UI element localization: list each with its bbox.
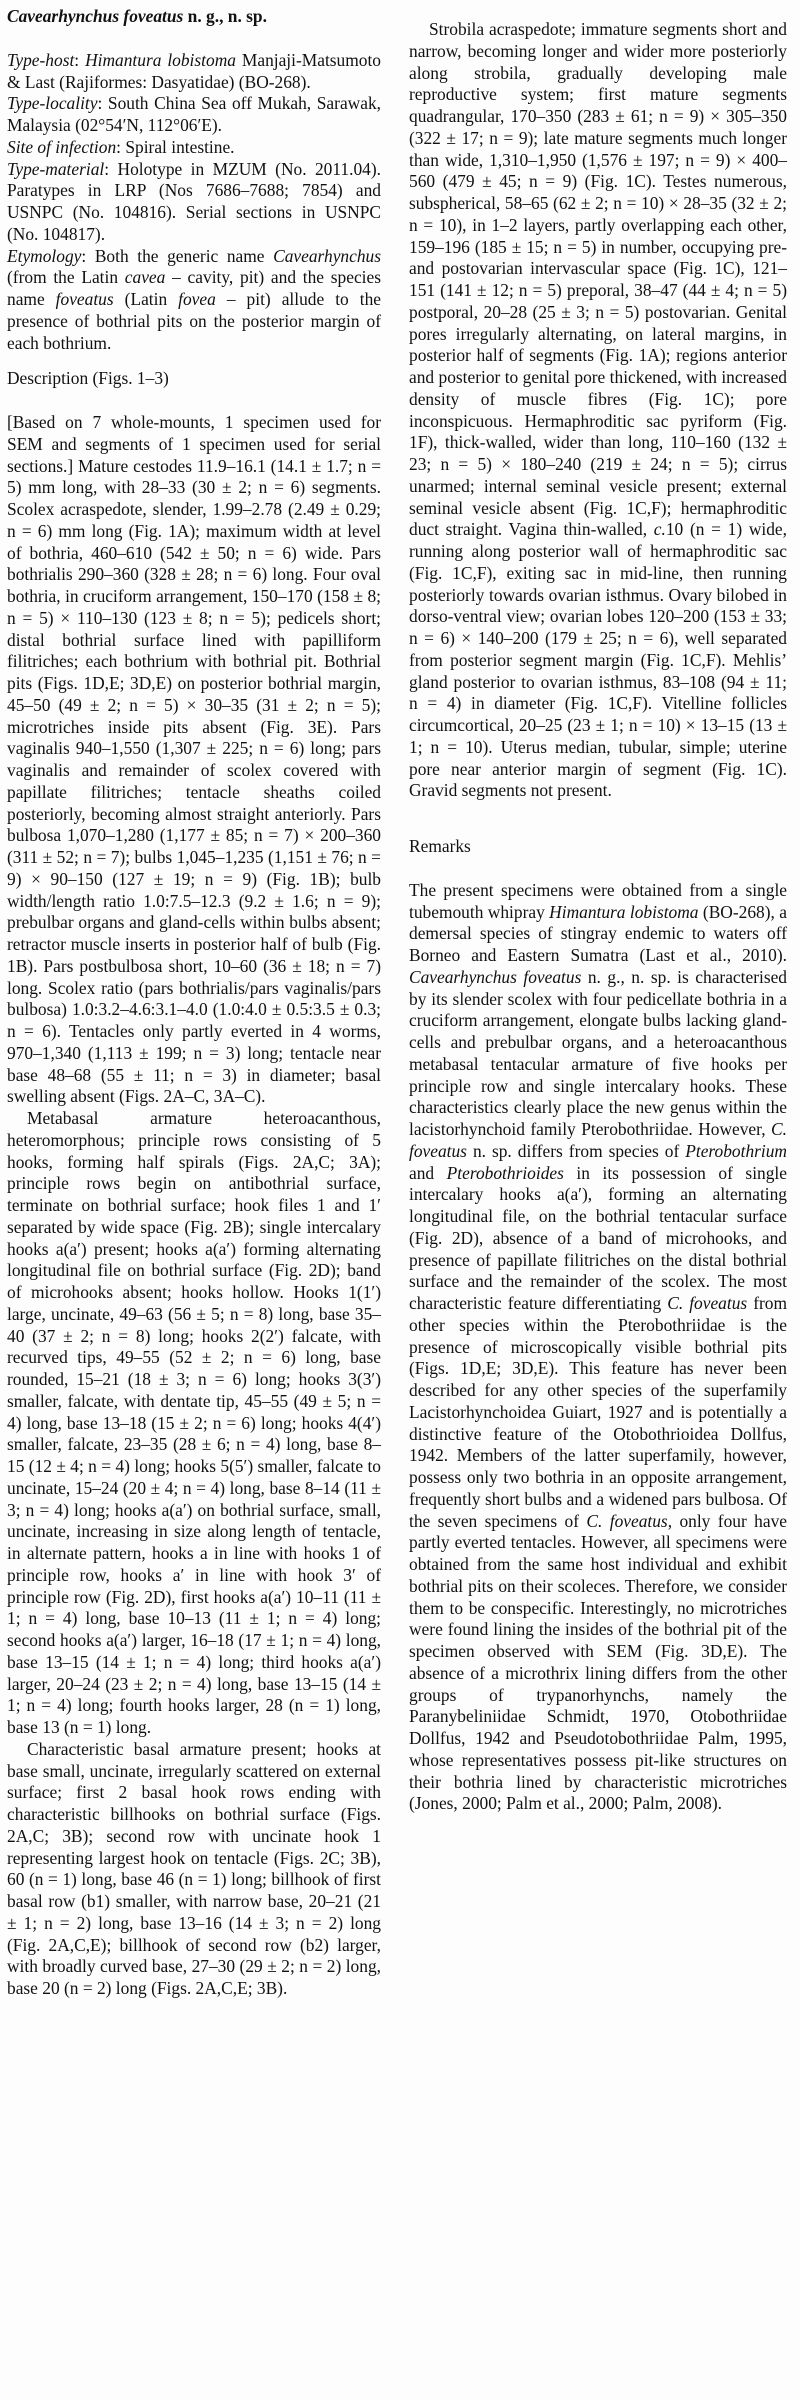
type-info-entry: Etymology: Both the generic name Cavearhynchus (from the Latin cavea – cavity, pit) and the species name foveatus (Latin fovea – pit) allude to the presence of bothrial pits on the posterior margin of each bothrium. <box>7 245 381 353</box>
description-heading: Description (Figs. 1–3) <box>7 368 169 389</box>
type-info-entry: Type-locality: South China Sea off Mukah, Sarawak, Malaysia (02°54′N, 112°06′E). <box>7 93 381 135</box>
type-info-entry: Type-host: Himantura lobistoma Manjaji-Matsumoto & Last (Rajiformes: Dasyatidae) (BO-268). <box>7 49 381 92</box>
type-info-entry: Site of infection: Spiral intestine. <box>7 136 235 157</box>
description-paragraph: Characteristic basal armature present; hooks at base small, uncinate, irregularly scattered on external surface; first 2 basal hook rows ending with characteristic billhooks on bothrial surface (Figs. 2A,C; 3B); second row with uncinate hook 1 representing largest hook on tentacle (Figs. 2C; 3B), 60 (n = 1) long, base 46 (n = 1) long; billhook of first basal row (b1) smaller, with narrow base, 20–21 (21 ± 1; n = 2) long, base 13–16 (14 ± 3; n = 2) long (Fig. 2A,C,E); billhook of second row (b2) larger, with broadly curved base, 27–30 (29 ± 2; n = 2) long, base 20 (n = 2) long (Figs. 2A,C,E; 3B). <box>7 1738 381 1998</box>
species-title: Cavearhynchus foveatus n. g., n. sp. <box>7 6 267 26</box>
remarks-paragraph: The present specimens were obtained from a single tubemouth whipray Himantura lobistoma (BO-268), a demersal species of stingray endemic to waters off Borneo and Eastern Sumatra (Last et al., 2010). Cavearhynchus foveatus n. g., n. sp. is characterised by its slender scolex with four pedicellate bothria in a cruciform arrangement, elongate bulbs lacking gland-cells and prebulbar organs, and a heteroacanthous metabasal tentacular armature of five hooks per principle row and single intercalary hooks. These characteristics clearly place the new genus within the lacistorhynchoid family Pterobothriidae. However, C. foveatus n. sp. differs from species of Pterobothrium and Pterobothrioides in its possession of single intercalary hooks a(a′), forming an alternating longitudinal file, on the bothrial tentacular surface (Fig. 2D), absence of a band of microhooks, and presence of papillate filitriches on the distal bothrial surface and the remainder of the scolex. The most characteristic feature differentiating C. foveatus from other species within the Pterobothriidae is the presence of microscopically visible bothrial pits (Figs. 1D,E; 3D,E). This feature has never been described for any other species of the superfamily Lacistorhynchoidea Guiart, 1927 and is potentially a distinctive feature of the Otobothrioidea Dollfus, 1942. Members of the latter superfamily, however, possess only two bothria in an opposite arrangement, frequently short bulbs and a widened pars bulbosa. Of the seven specimens of C. foveatus, only four have partly everted tentacles. However, all specimens were obtained from the same host individual and exhibit bothrial pits on their scoleces. Therefore, we consider them to be conspecific. Interestingly, no microtriches were found lining the insides of the bothrial pit of the specimen observed with SEM (Fig. 3D,E). The absence of a microthrix lining differs from the other groups of trypanorhynchs, namely the Paranybeliniidae Schmidt, 1970, Otobothriidae Dollfus, 1942 and Pseudotobothriidae Palm, 1995, whose representatives possess pit-like structures on their bothria lined by characteristic microtriches (Jones, 2000; Palm et al., 2000; Palm, 2008). <box>409 879 787 1814</box>
type-info <box>7 50 381 355</box>
left-column <box>7 0 381 2000</box>
description-body-left <box>7 412 381 2000</box>
type-info-entry: Type-material: Holotype in MZUM (No. 2011.04). Paratypes in LRP (Nos 7686–7688; 7854) and USNPC (No. 104816). Serial sections in USNPC (No. 104817). <box>7 158 381 244</box>
right-column <box>409 19 787 1815</box>
description-body-right <box>409 19 787 802</box>
description-paragraph: Strobila acraspedote; immature segments short and narrow, becoming longer and wider more posteriorly along strobila, gradually developing male reproductive system; first mature segments quadrangular, 170–350 (283 ± 61; n = 9) × 305–350 (322 ± 17; n = 9); late mature segments much longer than wide, 1,310–1,950 (1,576 ± 197; n = 9) × 400–560 (479 ± 45; n = 9) (Fig. 1C). Testes numerous, subspherical, 58–65 (62 ± 2; n = 10) × 28–35 (32 ± 2; n = 10), in 1–2 layers, partly overlapping each other, 159–196 (185 ± 15; n = 5) in number, occupying pre- and postovarian intervascular space (Fig. 1C), 121–151 (141 ± 12; n = 5) preporal, 38–47 (44 ± 4; n = 5) postporal, 20–28 (25 ± 3; n = 5) postovarian. Genital pores irregularly alternating, on lateral margins, in posterior half of segments (Fig. 1A); regions anterior and posterior to genital pore thickened, with increased density of muscle fibres (Fig. 1C); pore inconspicuous. Hermaphroditic sac pyriform (Fig. 1F), thick-walled, wider than long, 110–160 (132 ± 23; n = 5) × 180–240 (219 ± 24; n = 5); cirrus unarmed; internal seminal vesicle present; external seminal vesicle absent (Fig. 1C,F); hermaphroditic duct straight. Vagina thin-walled, c.10 (n = 1) wide, running along posterior wall of hermaphroditic sac (Fig. 1C,F), exiting sac in mid-line, then running posteriorly towards ovarian isthmus. Ovary bilobed in dorso-ventral view; ovarian lobes 120–200 (153 ± 33; n = 6) × 140–200 (179 ± 25; n = 6), well separated from posterior segment margin (Fig. 1C,F). Mehlis’ gland posterior to ovarian isthmus, 83–108 (94 ± 11; n = 4) in diameter (Fig. 1C,F). Vitelline follicles circumcortical, 20–25 (23 ± 1; n = 10) × 13–15 (13 ± 1; n = 10). Uterus median, tubular, simple; uterine pore near anterior margin of segment (Fig. 1C). Gravid segments not present. <box>409 19 787 801</box>
remarks-heading: Remarks <box>409 836 471 856</box>
description-paragraph: [Based on 7 whole-mounts, 1 specimen used for SEM and segments of 1 specimen used for serial sections.] Mature cestodes 11.9–16.1 (14.1 ± 1.7; n = 5) mm long, with 28–33 (30 ± 2; n = 6) segments. Scolex acraspedote, slender, 1.99–2.78 (2.49 ± 0.29; n = 6) mm long (Fig. 1A); maximum width at level of bothria, 460–610 (542 ± 50; n = 6) wide. Pars bothrialis 290–360 (328 ± 28; n = 6) long. Four oval bothria, in cruciform arrangement, 150–170 (158 ± 8; n = 5) × 110–130 (123 ± 8; n = 5); pedicels short; distal bothrial surface lined with papilliform filitriches; each bothrium with bothrial pit. Bothrial pits (Figs. 1D,E; 3D,E) on posterior bothrial margin, 45–50 (49 ± 2; n = 5) × 30–35 (31 ± 2; n = 5); microtriches inside pits absent (Fig. 3E). Pars vaginalis 940–1,550 (1,307 ± 225; n = 6) long; pars vaginalis and remainder of scolex covered with papillate filitriches; tentacle sheaths coiled posteriorly, becoming almost straight anteriorly. Pars bulbosa 1,070–1,280 (1,177 ± 85; n = 7) × 200–360 (311 ± 52; n = 7); bulbs 1,045–1,235 (1,151 ± 76; n = 9) × 90–150 (127 ± 19; n = 9) (Fig. 1B); bulb width/length ratio 1.0:7.5–12.3 (9.2 ± 1.6; n = 9); prebulbar organs and gland-cells within bulbs absent; retractor muscle inserts in posterior half of bulb (Fig. 1B). Pars postbulbosa short, 10–60 (36 ± 18; n = 7) long. Scolex ratio (pars bothrialis/pars vaginalis/pars bulbosa) 1.0:3.2–4.6:3.1–4.0 (1.0:4.0 ± 0.5:3.5 ± 0.3; n = 6). Tentacles only partly everted in 4 worms, 970–1,340 (1,113 ± 199; n = 3) long; tentacle near base 48–68 (55 ± 11; n = 3) in diameter; basal swelling absent (Figs. 2A–C, 3A–C). <box>7 412 381 1107</box>
description-paragraph: Metabasal armature heteroacanthous, heteromorphous; principle rows consisting of 5 hooks, forming half spirals (Figs. 2A,C; 3A); principle rows begin on antibothrial surface, terminate on bothrial surface; hook files 1 and 1′ separated by wide space (Fig. 2B); single intercalary hooks a(a′) present; hooks a(a′) forming alternating longitudinal file on bothrial surface (Fig. 2D); band of microhooks absent; hooks hollow. Hooks 1(1′) large, uncinate, 49–63 (56 ± 5; n = 8) long, base 35–40 (37 ± 2; n = 8) long; hooks 2(2′) falcate, with recurved tips, 49–55 (52 ± 2; n = 6) long, base rounded, 15–21 (18 ± 3; n = 6) long; hooks 3(3′) smaller, falcate, with dentate tip, 45–55 (49 ± 5; n = 4) long, base 13–18 (15 ± 2; n = 6) long; hooks 4(4′) smaller, falcate, 23–35 (28 ± 6; n = 4) long, base 8–15 (12 ± 4; n = 4) long; hooks 5(5′) smaller, falcate to uncinate, 15–24 (20 ± 4; n = 4) long, base 8–14 (11 ± 3; n = 4) long; hooks a(a′) on bothrial surface, small, uncinate, increasing in size along length of tentacle, in alternate pattern, hooks a in line with hooks 1 of principle row, hooks a′ in line with hook 3′ of principle row (Fig. 2D), first hooks a(a′) 10–11 (11 ± 1; n = 4) long, base 10–13 (11 ± 1; n = 4) long; second hooks a(a′) larger, 16–18 (17 ± 1; n = 4) long, base 13–15 (14 ± 1; n = 4) long; third hooks a(a′) larger, 20–24 (23 ± 2; n = 4) long, base 13–15 (14 ± 1; n = 4) long; fourth hooks larger, 28 (n = 1) long, base 13 (n = 1) long. <box>7 1108 381 1737</box>
remarks-body <box>409 880 787 1815</box>
